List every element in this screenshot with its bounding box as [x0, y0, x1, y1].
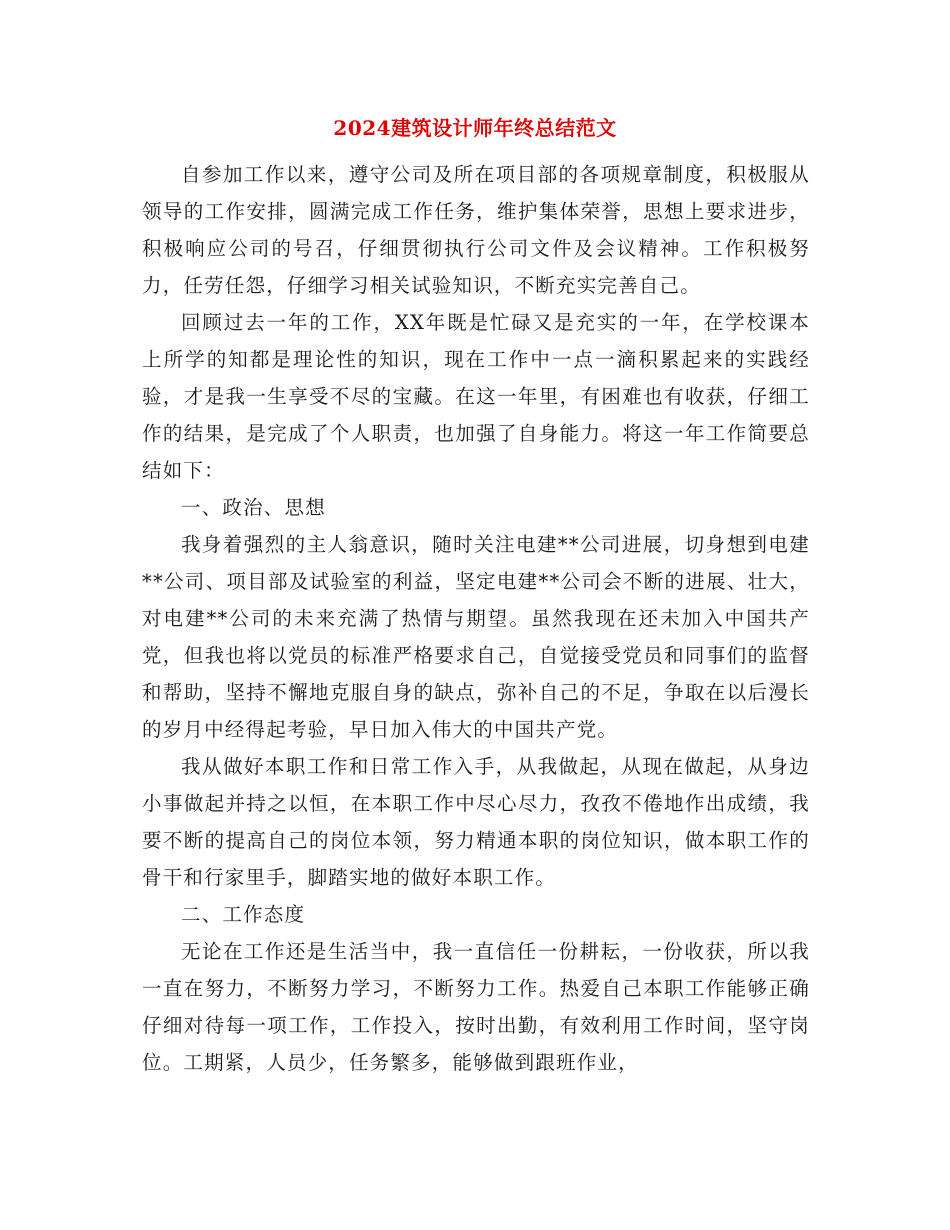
document-body — [142, 156, 810, 1081]
section-heading-politics: 一、政治、思想 — [181, 496, 326, 519]
document-title: 2024建筑设计师年终总结范文 — [333, 116, 617, 140]
paragraph-duty: 我从做好本职工作和日常工作入手，从我做起，从现在做起，从身边小事做起并持之以恒，在本职工作中尽心尽力，孜孜不倦地作出成绩，我要不断的提高自己的岗位本领，努力精通本职的岗位知识，做本职工作的骨干和行家里手，脚踏实地的做好本职工作。 — [142, 755, 810, 889]
paragraph-review: 回顾过去一年的工作，XX年既是忙碌又是充实的一年，在学校课本上所学的知都是理论性的知识，现在工作中一点一滴积累起来的实践经验，才是我一生享受不尽的宝藏。在这一年里，有困难也有收获，仔细工作的结果，是完成了个人职责，也加强了自身能力。将这一年工作简要总结如下： — [142, 311, 810, 482]
paragraph-intro: 自参加工作以来，遵守公司及所在项目部的各项规章制度，积极服从领导的工作安排，圆满完成工作任务，维护集体荣誉，思想上要求进步，积极响应公司的号召，仔细贯彻执行公司文件及会议精神。工作积极努力，任劳任怨，仔细学习相关试验知识，不断充实完善自己。 — [142, 163, 810, 297]
section-heading-attitude: 二、工作态度 — [181, 903, 306, 926]
paragraph-attitude: 无论在工作还是生活当中，我一直信任一份耕耘，一份收获，所以我一直在努力，不断努力学习，不断努力工作。热爱自己本职工作能够正确仔细对待每一项工作，工作投入，按时出勤，有效利用工作时间，坚守岗位。工期紧，人员少，任务繁多，能够做到跟班作业， — [142, 940, 810, 1074]
paragraph-politics: 我身着强烈的主人翁意识，随时关注电建**公司进展，切身想到电建**公司、项目部及试验室的利益，坚定电建**公司会不断的进展、壮大，对电建**公司的未来充满了热情与期望。虽然我现在还未加入中国共产党，但我也将以党员的标准严格要求自己，自觉接受党员和同事们的监督和帮助，坚持不懈地克服自身的缺点，弥补自己的不足，争取在以后漫长的岁月中经得起考验，早日加入伟大的中国共产党。 — [142, 533, 810, 741]
